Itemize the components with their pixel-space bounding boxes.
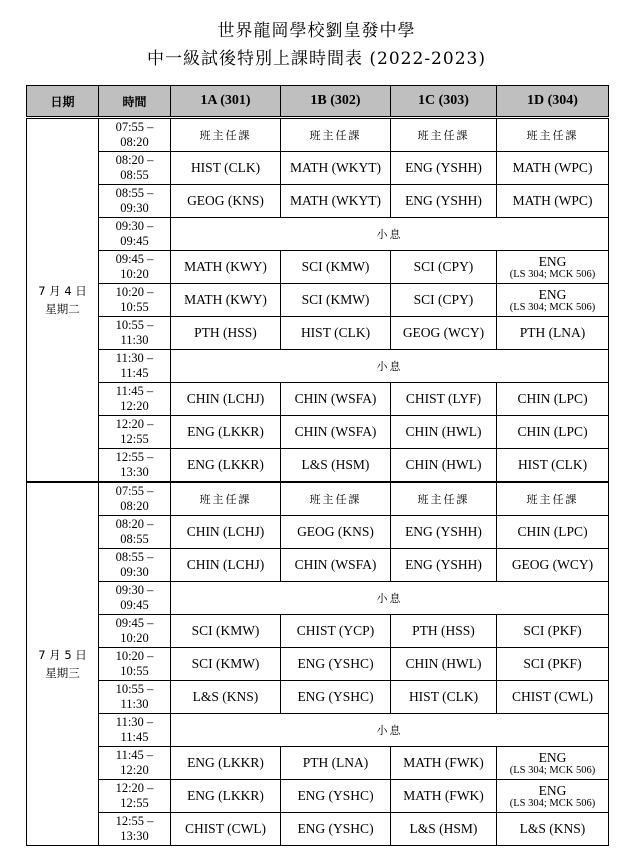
class-cell: CHIN (WSFA) bbox=[281, 416, 391, 449]
time-end: 12:20 bbox=[120, 399, 149, 413]
time-start: 08:20 – bbox=[115, 153, 154, 167]
class-cell: ENG (YSHC) bbox=[281, 648, 391, 681]
break-row bbox=[27, 714, 609, 747]
class-cell: CHIN (WSFA) bbox=[281, 383, 391, 416]
time-start: 08:20 – bbox=[115, 517, 154, 531]
class-cell: SCI (PKF) bbox=[497, 615, 609, 648]
class-cell: HIST (CLK) bbox=[391, 681, 497, 714]
break-cell: 小息 bbox=[171, 350, 609, 383]
column-header-1d: 1D (304) bbox=[497, 86, 609, 118]
class-cell: CHIN (LPC) bbox=[497, 416, 609, 449]
class-cell: L&S (KNS) bbox=[497, 813, 609, 846]
break-cell: 小息 bbox=[171, 714, 609, 747]
class-cell: L&S (KNS) bbox=[171, 681, 281, 714]
class-cell: 班主任課 bbox=[171, 482, 281, 516]
class-cell: MATH (FWK) bbox=[391, 780, 497, 813]
room-note: (LS 304; MCK 506) bbox=[509, 268, 596, 280]
time-start: 11:30 – bbox=[115, 715, 154, 729]
time-end: 13:30 bbox=[120, 829, 149, 843]
period-row bbox=[27, 516, 609, 549]
day-weekday: 星期三 bbox=[45, 666, 80, 680]
class-cell: L&S (HSM) bbox=[281, 449, 391, 483]
time-end: 08:20 bbox=[120, 499, 149, 513]
class-cell: CHIN (LCHJ) bbox=[171, 516, 281, 549]
subject-label: ENG bbox=[538, 253, 567, 269]
class-cell: GEOG (KNS) bbox=[171, 185, 281, 218]
period-row bbox=[27, 747, 609, 780]
period-row bbox=[27, 118, 609, 152]
period-row bbox=[27, 284, 609, 317]
class-cell: MATH (KWY) bbox=[171, 284, 281, 317]
class-cell: MATH (FWK) bbox=[391, 747, 497, 780]
period-row bbox=[27, 780, 609, 813]
class-cell: CHIST (LYF) bbox=[391, 383, 497, 416]
time-end: 08:20 bbox=[120, 135, 149, 149]
column-header-date: 日期 bbox=[27, 86, 99, 118]
class-cell: SCI (KMW) bbox=[281, 251, 391, 284]
time-cell bbox=[99, 317, 171, 350]
class-cell: L&S (HSM) bbox=[391, 813, 497, 846]
column-header-1c: 1C (303) bbox=[391, 86, 497, 118]
column-header-1a: 1A (301) bbox=[171, 86, 281, 118]
day-cell bbox=[27, 482, 99, 846]
time-start: 09:45 – bbox=[115, 252, 154, 266]
class-cell: ENG (YSHH) bbox=[391, 185, 497, 218]
time-end: 12:55 bbox=[120, 432, 149, 446]
time-cell bbox=[99, 747, 171, 780]
break-cell: 小息 bbox=[171, 218, 609, 251]
time-start: 09:45 – bbox=[115, 616, 154, 630]
time-start: 10:20 – bbox=[115, 285, 154, 299]
time-end: 10:55 bbox=[120, 300, 149, 314]
class-cell: ENG (YSHH) bbox=[391, 549, 497, 582]
header-row bbox=[27, 86, 609, 118]
column-header-1b: 1B (302) bbox=[281, 86, 391, 118]
class-cell: HIST (CLK) bbox=[497, 449, 609, 483]
class-cell: 班主任課 bbox=[281, 118, 391, 152]
class-cell: MATH (WKYT) bbox=[281, 152, 391, 185]
time-start: 08:55 – bbox=[115, 186, 154, 200]
time-cell bbox=[99, 582, 171, 615]
time-end: 08:55 bbox=[120, 532, 149, 546]
time-start: 12:55 – bbox=[115, 450, 154, 464]
break-cell: 小息 bbox=[171, 582, 609, 615]
day-date: 7 月 5 日 bbox=[38, 648, 87, 662]
time-end: 11:30 bbox=[120, 333, 149, 347]
time-start: 07:55 – bbox=[115, 484, 154, 498]
subject-label: ENG bbox=[538, 286, 567, 302]
break-row bbox=[27, 582, 609, 615]
time-cell bbox=[99, 416, 171, 449]
class-cell: 班主任課 bbox=[497, 118, 609, 152]
class-cell: 班主任課 bbox=[391, 118, 497, 152]
class-cell: GEOG (KNS) bbox=[281, 516, 391, 549]
time-start: 11:30 – bbox=[115, 351, 154, 365]
timetable-title: 中一級試後特別上課時間表 (2022-2023) bbox=[147, 49, 486, 69]
period-row bbox=[27, 813, 609, 846]
time-end: 13:30 bbox=[120, 465, 149, 479]
time-cell bbox=[99, 185, 171, 218]
class-cell: SCI (KMW) bbox=[171, 615, 281, 648]
class-cell: CHIST (CWL) bbox=[497, 681, 609, 714]
class-cell: CHIN (HWL) bbox=[391, 648, 497, 681]
time-cell bbox=[99, 681, 171, 714]
time-start: 10:20 – bbox=[115, 649, 154, 663]
class-cell: PTH (LNA) bbox=[281, 747, 391, 780]
class-cell: ENG (YSHC) bbox=[281, 813, 391, 846]
class-cell: CHIST (YCP) bbox=[281, 615, 391, 648]
class-cell: GEOG (WCY) bbox=[497, 549, 609, 582]
break-row bbox=[27, 218, 609, 251]
time-start: 11:45 – bbox=[115, 384, 154, 398]
time-cell bbox=[99, 780, 171, 813]
break-row bbox=[27, 350, 609, 383]
time-end: 10:55 bbox=[120, 664, 149, 678]
time-cell bbox=[99, 615, 171, 648]
class-cell: CHIN (WSFA) bbox=[281, 549, 391, 582]
class-cell: ENG (LKKR) bbox=[171, 747, 281, 780]
time-cell bbox=[99, 152, 171, 185]
class-cell: CHIN (HWL) bbox=[391, 449, 497, 483]
time-cell bbox=[99, 449, 171, 483]
time-start: 10:55 – bbox=[115, 318, 154, 332]
class-cell: MATH (WKYT) bbox=[281, 185, 391, 218]
period-row bbox=[27, 152, 609, 185]
class-cell: MATH (WPC) bbox=[497, 185, 609, 218]
time-cell bbox=[99, 813, 171, 846]
class-cell: CHIN (LPC) bbox=[497, 383, 609, 416]
class-cell: 班主任課 bbox=[171, 118, 281, 152]
class-cell: SCI (KMW) bbox=[281, 284, 391, 317]
timetable bbox=[26, 85, 609, 846]
class-cell: CHIN (LCHJ) bbox=[171, 383, 281, 416]
class-cell: PTH (LNA) bbox=[497, 317, 609, 350]
time-start: 12:20 – bbox=[115, 781, 154, 795]
period-row bbox=[27, 482, 609, 516]
class-cell: ENG (YSHC) bbox=[281, 681, 391, 714]
class-cell: CHIST (CWL) bbox=[171, 813, 281, 846]
period-row bbox=[27, 185, 609, 218]
time-cell bbox=[99, 118, 171, 152]
timetable-body bbox=[27, 118, 609, 846]
time-end: 09:45 bbox=[120, 234, 149, 248]
period-row bbox=[27, 648, 609, 681]
class-cell: ENG (YSHC) bbox=[281, 780, 391, 813]
class-cell: ENG (YSHH) bbox=[391, 516, 497, 549]
class-cell: ENG (YSHH) bbox=[391, 152, 497, 185]
period-row bbox=[27, 251, 609, 284]
period-row bbox=[27, 383, 609, 416]
period-row bbox=[27, 449, 609, 483]
time-cell bbox=[99, 218, 171, 251]
class-cell: HIST (CLK) bbox=[171, 152, 281, 185]
time-start: 12:20 – bbox=[115, 417, 154, 431]
class-cell: HIST (CLK) bbox=[281, 317, 391, 350]
class-cell: ENG (LKKR) bbox=[171, 449, 281, 483]
class-cell: 班主任課 bbox=[497, 482, 609, 516]
time-end: 10:20 bbox=[120, 631, 149, 645]
time-end: 08:55 bbox=[120, 168, 149, 182]
class-cell: PTH (HSS) bbox=[171, 317, 281, 350]
time-start: 12:55 – bbox=[115, 814, 154, 828]
class-cell: SCI (CPY) bbox=[391, 284, 497, 317]
subject-label: ENG bbox=[538, 782, 567, 798]
period-row bbox=[27, 681, 609, 714]
time-start: 07:55 – bbox=[115, 120, 154, 134]
room-note: (LS 304; MCK 506) bbox=[509, 764, 596, 776]
class-cell bbox=[497, 780, 609, 813]
time-end: 11:30 bbox=[120, 697, 149, 711]
time-end: 09:30 bbox=[120, 565, 149, 579]
class-cell bbox=[497, 747, 609, 780]
time-end: 12:20 bbox=[120, 763, 149, 777]
time-cell bbox=[99, 350, 171, 383]
time-cell bbox=[99, 714, 171, 747]
time-start: 08:55 – bbox=[115, 550, 154, 564]
time-cell bbox=[99, 648, 171, 681]
class-cell: GEOG (WCY) bbox=[391, 317, 497, 350]
day-date: 7 月 4 日 bbox=[38, 284, 87, 298]
class-cell: CHIN (HWL) bbox=[391, 416, 497, 449]
class-cell: ENG (LKKR) bbox=[171, 780, 281, 813]
period-row bbox=[27, 615, 609, 648]
day-weekday: 星期二 bbox=[45, 302, 80, 316]
class-cell: SCI (CPY) bbox=[391, 251, 497, 284]
time-cell bbox=[99, 482, 171, 516]
class-cell: 班主任課 bbox=[391, 482, 497, 516]
class-cell: MATH (KWY) bbox=[171, 251, 281, 284]
time-end: 09:30 bbox=[120, 201, 149, 215]
class-cell: CHIN (LCHJ) bbox=[171, 549, 281, 582]
time-end: 11:45 bbox=[120, 730, 149, 744]
time-cell bbox=[99, 383, 171, 416]
time-start: 09:30 – bbox=[115, 219, 154, 233]
time-end: 11:45 bbox=[120, 366, 149, 380]
class-cell: PTH (HSS) bbox=[391, 615, 497, 648]
time-cell bbox=[99, 251, 171, 284]
class-cell: 班主任課 bbox=[281, 482, 391, 516]
class-cell: MATH (WPC) bbox=[497, 152, 609, 185]
class-cell bbox=[497, 251, 609, 284]
room-note: (LS 304; MCK 506) bbox=[509, 797, 596, 809]
class-cell: SCI (PKF) bbox=[497, 648, 609, 681]
time-start: 10:55 – bbox=[115, 682, 154, 696]
time-cell bbox=[99, 549, 171, 582]
class-cell: CHIN (LPC) bbox=[497, 516, 609, 549]
class-cell bbox=[497, 284, 609, 317]
time-end: 10:20 bbox=[120, 267, 149, 281]
time-cell bbox=[99, 516, 171, 549]
period-row bbox=[27, 317, 609, 350]
school-name: 世界龍岡學校劉皇發中學 bbox=[217, 21, 416, 41]
subject-label: ENG bbox=[538, 749, 567, 765]
day-cell bbox=[27, 118, 99, 483]
time-end: 09:45 bbox=[120, 598, 149, 612]
time-end: 12:55 bbox=[120, 796, 149, 810]
period-row bbox=[27, 416, 609, 449]
time-start: 09:30 – bbox=[115, 583, 154, 597]
class-cell: SCI (KMW) bbox=[171, 648, 281, 681]
column-header-time: 時間 bbox=[99, 86, 171, 118]
time-start: 11:45 – bbox=[115, 748, 154, 762]
room-note: (LS 304; MCK 506) bbox=[509, 301, 596, 313]
period-row bbox=[27, 549, 609, 582]
time-cell bbox=[99, 284, 171, 317]
class-cell: ENG (LKKR) bbox=[171, 416, 281, 449]
